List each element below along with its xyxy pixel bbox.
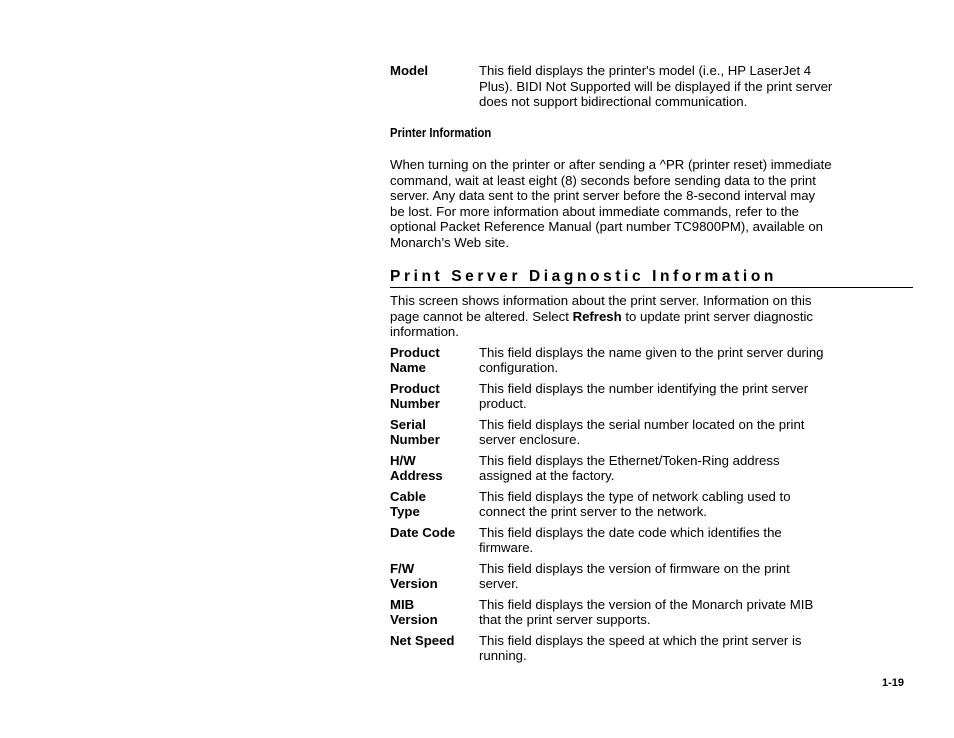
model-field — [390, 63, 912, 110]
term-line: Version — [390, 576, 438, 591]
field-term — [390, 525, 479, 556]
field-term — [390, 597, 479, 628]
intro-line: This screen shows information about the print server. Information on this — [390, 293, 812, 308]
term-line: Type — [390, 504, 420, 519]
field-definition-row — [390, 417, 912, 448]
term-line: H/W — [390, 452, 416, 468]
term-line: Name — [390, 360, 426, 375]
term-line: Cable — [390, 488, 426, 504]
def-line: configuration. — [479, 360, 559, 375]
intro-text: page cannot be altered. Select — [390, 308, 573, 324]
field-definition-row — [390, 453, 912, 484]
def-line: This field displays the serial number located on the print — [479, 416, 805, 432]
field-definition — [479, 561, 912, 592]
field-definition-row — [390, 561, 912, 592]
field-definition — [479, 453, 912, 484]
term-line: Net Speed — [390, 632, 455, 648]
term-line: MIB — [390, 596, 415, 612]
def-line: does not support bidirectional communication. — [479, 94, 748, 109]
def-line: connect the print server to the network. — [479, 504, 707, 519]
def-line: This field displays the date code which identifies the — [479, 524, 782, 540]
refresh-keyword: Refresh — [572, 308, 622, 324]
term-line: Number — [390, 432, 440, 447]
field-term — [390, 489, 479, 520]
field-definition — [479, 345, 912, 376]
def-line: server. — [479, 576, 519, 591]
section-intro — [390, 293, 912, 340]
term-line: Serial — [390, 416, 426, 432]
printer-information-paragraph — [390, 157, 912, 250]
field-term — [390, 381, 479, 412]
def-line: running. — [479, 648, 527, 663]
paragraph-line: command, wait at least eight (8) seconds before sending data to the print — [390, 172, 816, 188]
field-definition — [479, 597, 912, 628]
document-page — [390, 63, 912, 669]
term-line: Product — [390, 344, 440, 360]
field-term — [390, 453, 479, 484]
term-line: F/W — [390, 560, 415, 576]
field-definition — [479, 381, 912, 412]
term-line: Number — [390, 396, 440, 411]
field-definition — [479, 633, 912, 664]
def-line: This field displays the type of network cabling used to — [479, 488, 791, 504]
field-definition-row — [390, 345, 912, 376]
paragraph-line: optional Packet Reference Manual (part number TC9800PM), available on — [390, 219, 823, 234]
field-definition-list — [390, 345, 912, 664]
def-line: firmware. — [479, 540, 534, 555]
term-line: Version — [390, 612, 438, 627]
def-line: server enclosure. — [479, 432, 581, 447]
intro-line — [390, 309, 912, 325]
page-number: 1-19 — [882, 677, 905, 689]
term-line: Date Code — [390, 524, 456, 540]
field-definition-row — [390, 633, 912, 664]
paragraph-line: server. Any data sent to the print server before the 8-second interval may — [390, 188, 816, 203]
def-line: assigned at the factory. — [479, 468, 615, 483]
model-term: Model — [390, 63, 429, 78]
def-line: that the print server supports. — [479, 612, 651, 627]
model-definition — [479, 63, 912, 110]
def-line: This field displays the printer's model (i.e., HP LaserJet 4 — [479, 63, 812, 78]
def-line: This field displays the version of firmware on the print — [479, 560, 790, 576]
printer-information-heading: Printer Information — [390, 125, 492, 140]
field-definition-row — [390, 381, 912, 412]
field-definition-row — [390, 489, 912, 520]
field-definition — [479, 525, 912, 556]
intro-text: to update print server diagnostic — [621, 308, 814, 324]
def-line: This field displays the speed at which the print server is — [479, 632, 802, 648]
intro-line: information. — [390, 324, 459, 339]
term-line: Address — [390, 468, 443, 483]
field-term — [390, 561, 479, 592]
def-line: This field displays the name given to the print server during — [479, 344, 824, 360]
paragraph-line: When turning on the printer or after sending a ^PR (printer reset) immediate — [390, 157, 832, 172]
paragraph-line: be lost. For more information about immediate commands, refer to the — [390, 203, 799, 219]
field-term — [390, 633, 479, 664]
field-definition — [479, 489, 912, 520]
def-line: Plus). BIDI Not Supported will be displayed if the print server — [479, 78, 833, 94]
def-line: This field displays the number identifying the print server — [479, 380, 809, 396]
field-definition-row — [390, 597, 912, 628]
term-line: Product — [390, 380, 440, 396]
def-line: This field displays the version of the Monarch private MIB — [479, 596, 814, 612]
field-definition — [479, 417, 912, 448]
def-line: This field displays the Ethernet/Token-Ring address — [479, 452, 780, 468]
field-definition-row — [390, 525, 912, 556]
def-line: product. — [479, 396, 527, 411]
field-term — [390, 345, 479, 376]
field-term — [390, 417, 479, 448]
paragraph-line: Monarch’s Web site. — [390, 234, 509, 250]
section-title: Print Server Diagnostic Information — [390, 268, 913, 288]
